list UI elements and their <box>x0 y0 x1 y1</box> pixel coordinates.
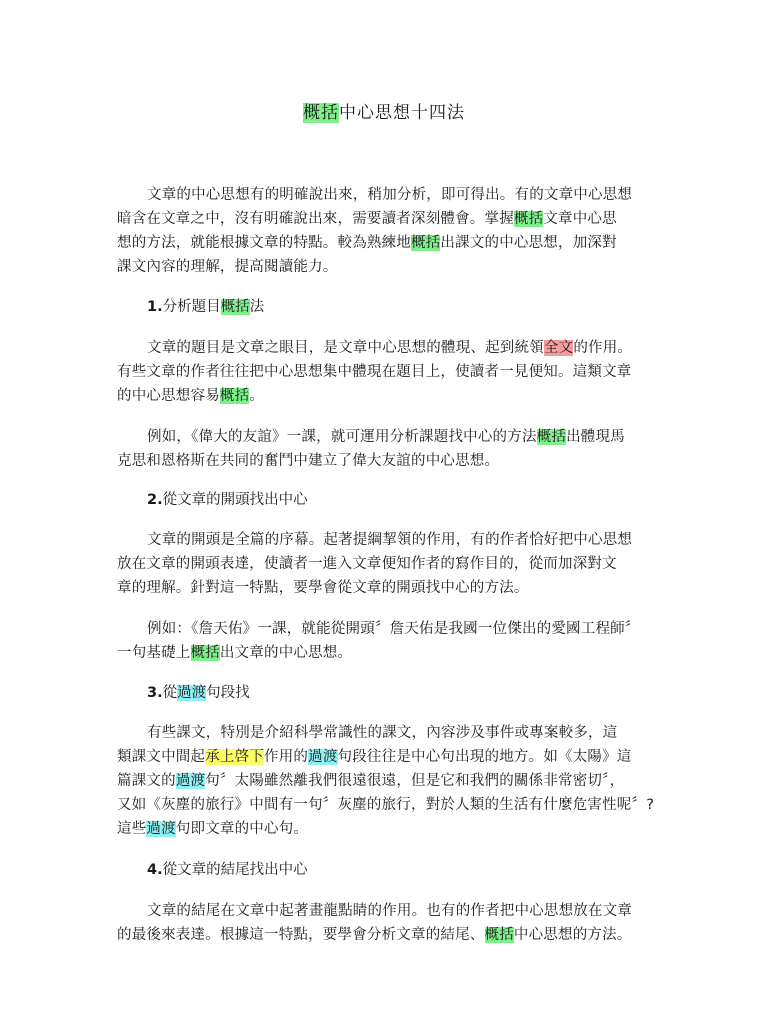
text-run: 的中心思想容易 <box>117 388 220 404</box>
text-run: 篇課文的 <box>117 773 176 789</box>
highlight-green: 概括 <box>190 645 220 661</box>
text-line: 文章的中心思想有的明確說出來，稍加分析，即可得出。有的文章中心思想 <box>147 187 633 203</box>
text-run: 出課文的中心思想，加深對 <box>440 235 617 251</box>
text-line <box>117 384 657 408</box>
page-title <box>0 101 768 125</box>
highlight-cyan: 過渡 <box>308 749 338 765</box>
section-3-paragraph-1 <box>117 721 657 841</box>
section-2-paragraph-1 <box>117 528 657 600</box>
text-run: 作用的 <box>264 749 309 765</box>
text-line: 課文內容的理解，提高閱讀能力。 <box>117 259 338 275</box>
highlight-green: 概括 <box>219 388 250 404</box>
text-line <box>117 231 657 255</box>
highlight-green: 概括 <box>513 211 544 227</box>
section-2-paragraph-2 <box>117 617 657 665</box>
section-heading-1 <box>147 295 264 319</box>
highlight-green: 概括 <box>536 429 567 445</box>
section-number: 2. <box>147 492 163 508</box>
highlight-red: 全文 <box>543 340 574 356</box>
text-line: 例如：《詹天佑》一課，就能從開頭〞詹天佑是我國一位傑出的愛國工程師〞 <box>147 621 640 637</box>
highlight-yellow: 承上啓下 <box>205 749 265 765</box>
text-line: 文章的開頭是全篇的序幕。起著提綱挈領的作用，有的作者恰好把中心思想 <box>147 532 633 548</box>
text-run: 的作用。 <box>573 340 633 356</box>
text-run: 一句基礎上 <box>117 645 191 661</box>
intro-paragraph <box>117 183 657 279</box>
heading-text: 句段找 <box>206 685 250 701</box>
text-line: 放在文章的開頭表達，使讀者一進入文章便知作者的寫作目的，從而加深對文 <box>117 556 617 572</box>
text-run: 出文章的中心思想。 <box>219 645 353 661</box>
heading-text: 法 <box>249 299 265 315</box>
section-number: 4. <box>147 862 163 878</box>
highlight-green: 概括 <box>484 927 514 943</box>
text-line <box>117 336 657 360</box>
text-line <box>117 817 657 841</box>
text-run: 。 <box>249 388 265 404</box>
text-line <box>117 425 657 449</box>
heading-text: 分析題目 <box>162 299 221 315</box>
text-line <box>117 207 657 231</box>
text-run: 中心思想的方法。 <box>513 927 632 943</box>
text-run: 的最後來表達。根據這一特點，要學會分析文章的結尾、 <box>117 927 485 943</box>
section-heading-2 <box>147 488 308 512</box>
text-run: 文章中心思 <box>543 211 617 227</box>
text-run: 句段往往是中心句出現的地方。如《太陽》這 <box>337 749 632 765</box>
heading-text: 從文章的結尾找出中心 <box>162 862 308 878</box>
text-run: 這些 <box>117 821 147 837</box>
highlight-cyan: 過渡 <box>146 821 176 837</box>
highlight-cyan: 過渡 <box>177 685 207 701</box>
text-line: 章的理解。針對這一特點，要學會從文章的開頭找中心的方法。 <box>117 580 529 596</box>
text-run: 句即文章的中心句。 <box>175 821 309 837</box>
text-run: 暗含在文章之中，沒有明確說出來，需要讀者深刻體會。掌握 <box>117 211 514 227</box>
text-line: 有些課文，特別是介紹科學常識性的課文，內容涉及事件或專案較多，這 <box>147 725 618 741</box>
text-line: 又如《灰塵的旅行》中間有一句〞灰塵的旅行，對於人類的生活有什麼危害性呢〞? <box>117 797 655 813</box>
text-line: 克思和恩格斯在共同的奮鬥中建立了偉大友誼的中心思想。 <box>117 453 500 469</box>
section-number: 3. <box>147 685 163 701</box>
section-number: 1. <box>147 299 163 315</box>
text-line <box>117 641 657 665</box>
text-run: 想的方法，就能根據文章的特點。較為熟練地 <box>117 235 411 251</box>
text-line: 有些文章的作者往往把中心思想集中體現在題目上，使讀者一見便知。這類文章 <box>117 364 632 380</box>
text-line: 文章的結尾在文章中起著畫龍點睛的作用。也有的作者把中心思想放在文章 <box>147 903 633 919</box>
text-run: 出體現馬 <box>566 429 625 445</box>
text-run: 文章的題目是文章之眼目，是文章中心思想的體現、起到統領 <box>147 340 544 356</box>
highlight-green: 概括 <box>411 235 441 251</box>
highlight-cyan: 過渡 <box>175 773 206 789</box>
section-heading-3 <box>147 681 250 705</box>
text-run: 類課文中間起 <box>117 749 206 765</box>
text-run: 例如，《偉大的友誼》一課，就可運用分析課題找中心的方法 <box>147 429 537 445</box>
section-1-paragraph-1 <box>117 336 657 408</box>
text-line <box>117 745 657 769</box>
text-run: 句〞太陽雖然離我們很遠很遠，但是它和我們的關係非常密切〞， <box>205 773 625 789</box>
text-line <box>117 769 657 793</box>
title-text: 中心思想十四法 <box>339 103 465 123</box>
section-heading-4 <box>147 858 308 882</box>
section-1-paragraph-2 <box>117 425 657 473</box>
heading-text: 從文章的開頭找出中心 <box>162 492 308 508</box>
text-line <box>117 923 657 947</box>
section-4-paragraph-1 <box>117 899 657 947</box>
highlight-green: 概括 <box>303 103 339 123</box>
highlight-green: 概括 <box>220 299 250 315</box>
heading-text: 從 <box>162 685 178 701</box>
